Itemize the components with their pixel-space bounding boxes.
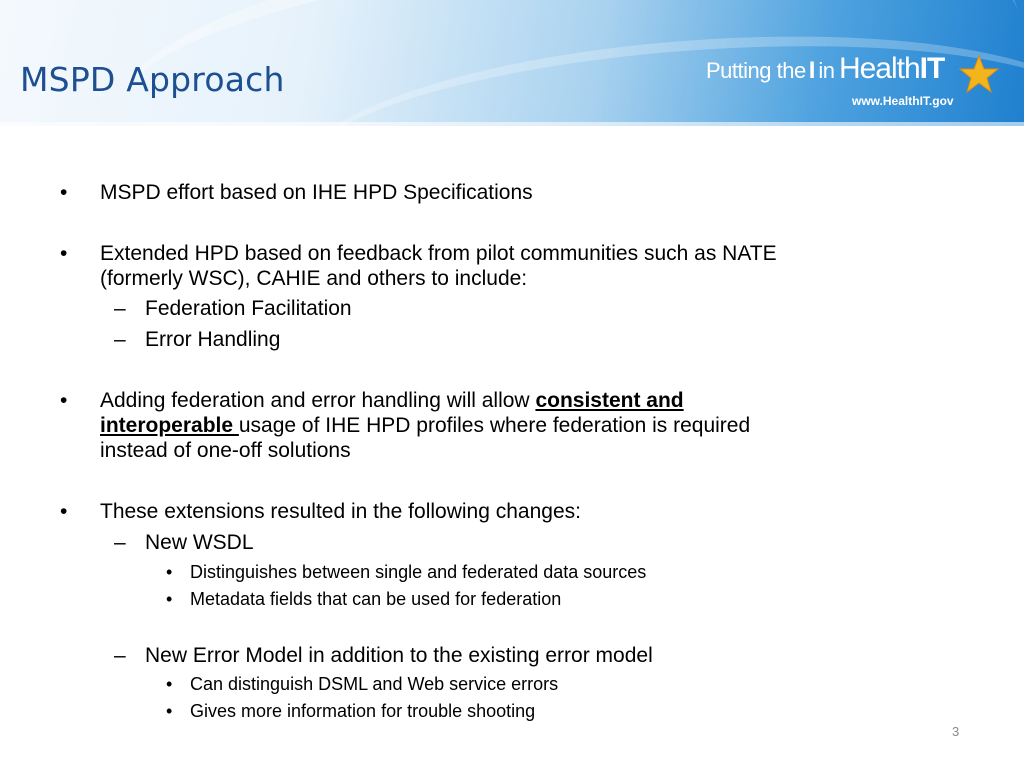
bullet-4-sub-2-item-1: Can distinguish DSML and Web service errors: [190, 674, 559, 694]
bullet-2-sub-2: Error Handling: [145, 328, 281, 351]
bullet-4-text: These extensions resulted in the following changes:: [100, 500, 581, 523]
slide-title: MSPD Approach: [20, 60, 285, 99]
logo-url: www.HealthIT.gov: [852, 94, 954, 108]
emphasis-text: consistent and: [535, 389, 684, 412]
logo-wordmark: Putting the I in HealthIT: [706, 52, 945, 85]
bullet-2-sub-1: Federation Facilitation: [145, 297, 352, 320]
bullet-4-sub-1-item-1: Distinguishes between single and federated data sources: [190, 562, 647, 582]
dot-marker: •: [166, 674, 173, 694]
bullet-marker: •: [60, 181, 68, 204]
bullet-marker: •: [60, 242, 68, 265]
page-number: 3: [952, 724, 960, 739]
dash-marker: –: [114, 644, 126, 667]
bullet-3-line-3: instead of one-off solutions: [100, 439, 351, 462]
dash-marker: –: [114, 531, 126, 554]
bullet-marker: •: [60, 500, 68, 523]
emphasis-text: interoperable: [100, 414, 239, 437]
bullet-4-sub-2: New Error Model in addition to the existing error model: [145, 644, 653, 667]
bullet-4-sub-1: New WSDL: [145, 531, 254, 554]
bullet-2-line-2: (formerly WSC), CAHIE and others to include:: [100, 267, 528, 290]
dot-marker: •: [166, 589, 173, 609]
bullet-4-sub-2-item-2: Gives more information for trouble shooting: [190, 701, 536, 721]
bullet-3-line-2: interoperable usage of IHE HPD profiles where federation is required: [100, 414, 751, 437]
dot-marker: •: [166, 562, 173, 582]
bullet-marker: •: [60, 389, 68, 412]
bullet-1-text: MSPD effort based on IHE HPD Specifications: [100, 181, 533, 204]
bullet-2-line-1: Extended HPD based on feedback from pilot communities such as NATE: [100, 242, 777, 265]
dot-marker: •: [166, 701, 173, 721]
bullet-3-line-1: Adding federation and error handling will allow consistent and: [100, 389, 684, 412]
dash-marker: –: [114, 328, 126, 351]
dash-marker: –: [114, 297, 126, 320]
bullet-4-sub-1-item-2: Metadata fields that can be used for federation: [190, 589, 562, 609]
